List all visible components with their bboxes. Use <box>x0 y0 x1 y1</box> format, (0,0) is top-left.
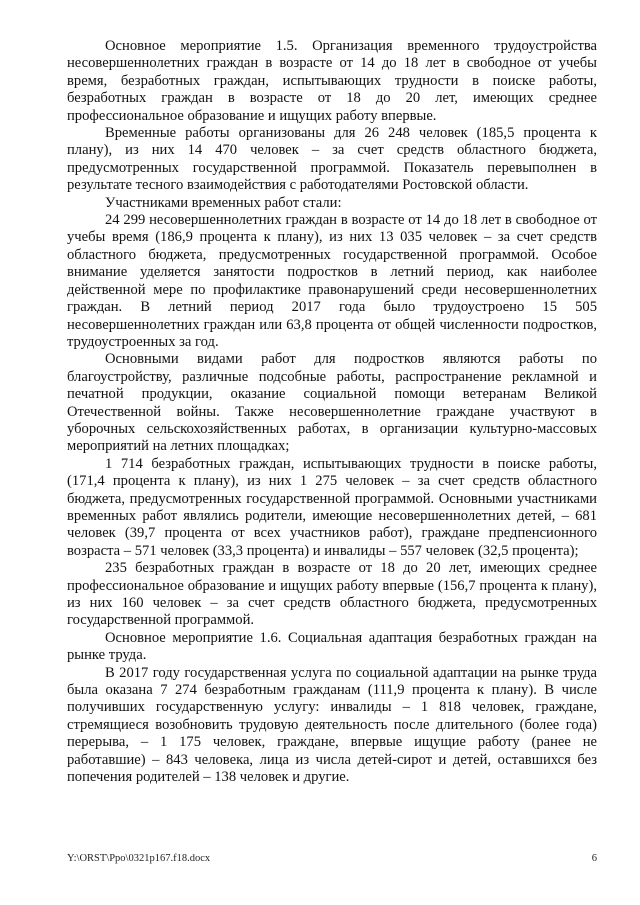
paragraph-minors: 24 299 несовершеннолетних граждан в возрасте от 14 до 18 лет в свободное от учебы время (186,9 процента к плану), из них 13 035 человек – за счет средств областного бюджета, предусмотренных государственной программой. Особое внимание уделяется занятости подростков в летний период, как наиболее действенной мере по профилактике правонарушений среди несовершеннолетних граждан. В летний период 2017 года было трудоустроено 15 505 несовершеннолетних граждан или 63,8 процента от общей численности подростков, трудоустроенных за год. <box>67 212 597 350</box>
footer-file-path: Y:\ORST\Ppo\0321p167.f18.docx <box>67 853 211 864</box>
paragraph-temporary-work-total: Временные работы организованы для 26 248 человек (185,5 процента к плану), из них 14 470 человек – за счет средств областного бюджета, предусмотренных государственной программой. Показатель перевыполнен в результате тесного взаимодействия с работодателями Ростовской области. <box>67 125 597 194</box>
paragraph-work-types: Основными видами работ для подростков являются работы по благоустройству, различные подсобные работы, распространение рекламной и печатной продукции, оказание социальной помощи ветеранам Великой Отечественной войны. Также несовершеннолетние граждане участвуют в уборочных сельскохозяйственных работах, в организации культурно-массовых мероприятий на летних площадках; <box>67 351 597 455</box>
paragraph-participants-heading: Участниками временных работ стали: <box>105 194 342 211</box>
footer-page-number: 6 <box>591 853 597 864</box>
paragraph-measure-1-6: Основное мероприятие 1.6. Социальная адаптация безработных граждан на рынке труда. <box>67 629 597 664</box>
paragraph-measure-1-5: Основное мероприятие 1.5. Организация временного трудоустройства несовершеннолетних граждан в возрасте от 14 до 18 лет в свободное от учебы время, безработных граждан, испытывающих трудности в поиске работы, безработных граждан в возрасте от 18 до 20 лет, имеющих среднее профессиональное образование и ищущих работу впервые. <box>67 38 597 124</box>
document-body <box>67 38 597 786</box>
paragraph-social-adaptation: В 2017 году государственная услуга по социальной адаптации на рынке труда была оказана 7 274 безработным гражданам (111,9 процента к плану). В числе получивших государственную услугу: инвалиды – 1 818 человек, граждане, стремящиеся возобновить трудовую деятельность после длительного (более года) перерыва, – 1 175 человек, граждане, впервые ищущие работу (ранее не работавшие) – 843 человека, лица из числа детей-сирот и детей, оставшихся без попечения родителей – 138 человек и другие. <box>67 664 597 786</box>
paragraph-young-graduates: 235 безработных граждан в возрасте от 18 до 20 лет, имеющих среднее профессиональное образование и ищущих работу впервые (156,7 процента к плану), из них 160 человек – за счет средств областного бюджета, предусмотренных государственной программой. <box>67 560 597 629</box>
paragraph-unemployed-difficulties: 1 714 безработных граждан, испытывающих трудности в поиске работы, (171,4 процента к плану), из них 1 275 человек – за счет средств областного бюджета, предусмотренных государственной программой. Основными участниками временных работ являлись родители, имеющие несовершеннолетних детей, – 681 человек (39,7 процента от всех участников работ), граждане предпенсионного возраста – 571 человек (33,3 процента) и инвалиды – 557 человек (32,5 процента); <box>67 455 597 559</box>
